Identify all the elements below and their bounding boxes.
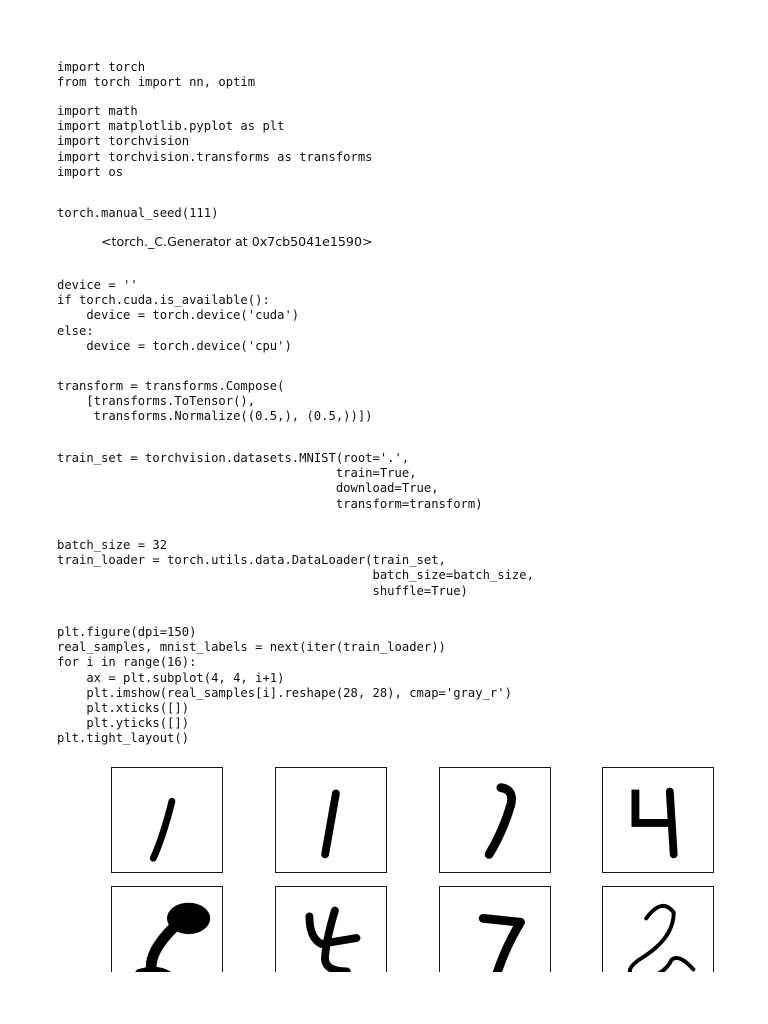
code-line: train=True, <box>57 466 417 481</box>
code-line: import math <box>57 104 138 118</box>
code-line: batch_size=batch_size, <box>57 568 534 583</box>
code-line: plt.tight_layout() <box>57 731 190 746</box>
digit-image <box>439 767 551 873</box>
code-line: import torchvision.transforms as transforms <box>57 149 373 164</box>
code-line: device = '' <box>57 278 138 292</box>
code-line: device = torch.device('cuda') <box>57 308 300 323</box>
digit-image <box>439 886 551 972</box>
code-line: for i in range(16): <box>57 655 197 670</box>
digit-image <box>111 767 223 873</box>
code-line: import torch <box>57 60 146 74</box>
code-line: batch_size = 32 <box>57 538 168 552</box>
code-line: real_samples, mnist_labels = next(iter(train_loader)) <box>57 640 446 655</box>
code-line: transform=transform) <box>57 496 483 511</box>
code-line: if torch.cuda.is_available(): <box>57 293 270 308</box>
code-line: download=True, <box>57 481 439 496</box>
code-line: import torchvision <box>57 134 190 149</box>
code-line: plt.figure(dpi=150) <box>57 625 197 639</box>
digit-image <box>275 767 387 873</box>
code-line: import matplotlib.pyplot as plt <box>57 119 285 134</box>
code-line: plt.xticks([]) <box>57 701 190 716</box>
code-line: else: <box>57 323 94 338</box>
code-line: transforms.Normalize((0.5,), (0.5,))]) <box>57 409 373 424</box>
code-line: torch.manual_seed(111) <box>57 206 219 220</box>
code-line: train_set = torchvision.datasets.MNIST(root='.', <box>57 451 410 465</box>
code-line: train_loader = torch.utils.data.DataLoader(train_set, <box>57 553 446 568</box>
code-line: from torch import nn, optim <box>57 75 256 90</box>
code-line: plt.imshow(real_samples[i].reshape(28, 28), cmap='gray_r') <box>57 685 512 700</box>
code-line: import os <box>57 164 124 179</box>
digit-image <box>111 886 223 972</box>
code-line: ax = plt.subplot(4, 4, i+1) <box>57 670 285 685</box>
code-line: [transforms.ToTensor(), <box>57 394 256 409</box>
output-line: <torch._C.Generator at 0x7cb5041e1590> <box>101 234 373 249</box>
digit-image <box>602 886 714 972</box>
digit-image <box>602 767 714 873</box>
code-line: shuffle=True) <box>57 583 468 598</box>
code-line: transform = transforms.Compose( <box>57 379 285 393</box>
code-line: device = torch.device('cpu') <box>57 338 292 353</box>
code-line: plt.yticks([]) <box>57 716 190 731</box>
digit-image <box>275 886 387 972</box>
